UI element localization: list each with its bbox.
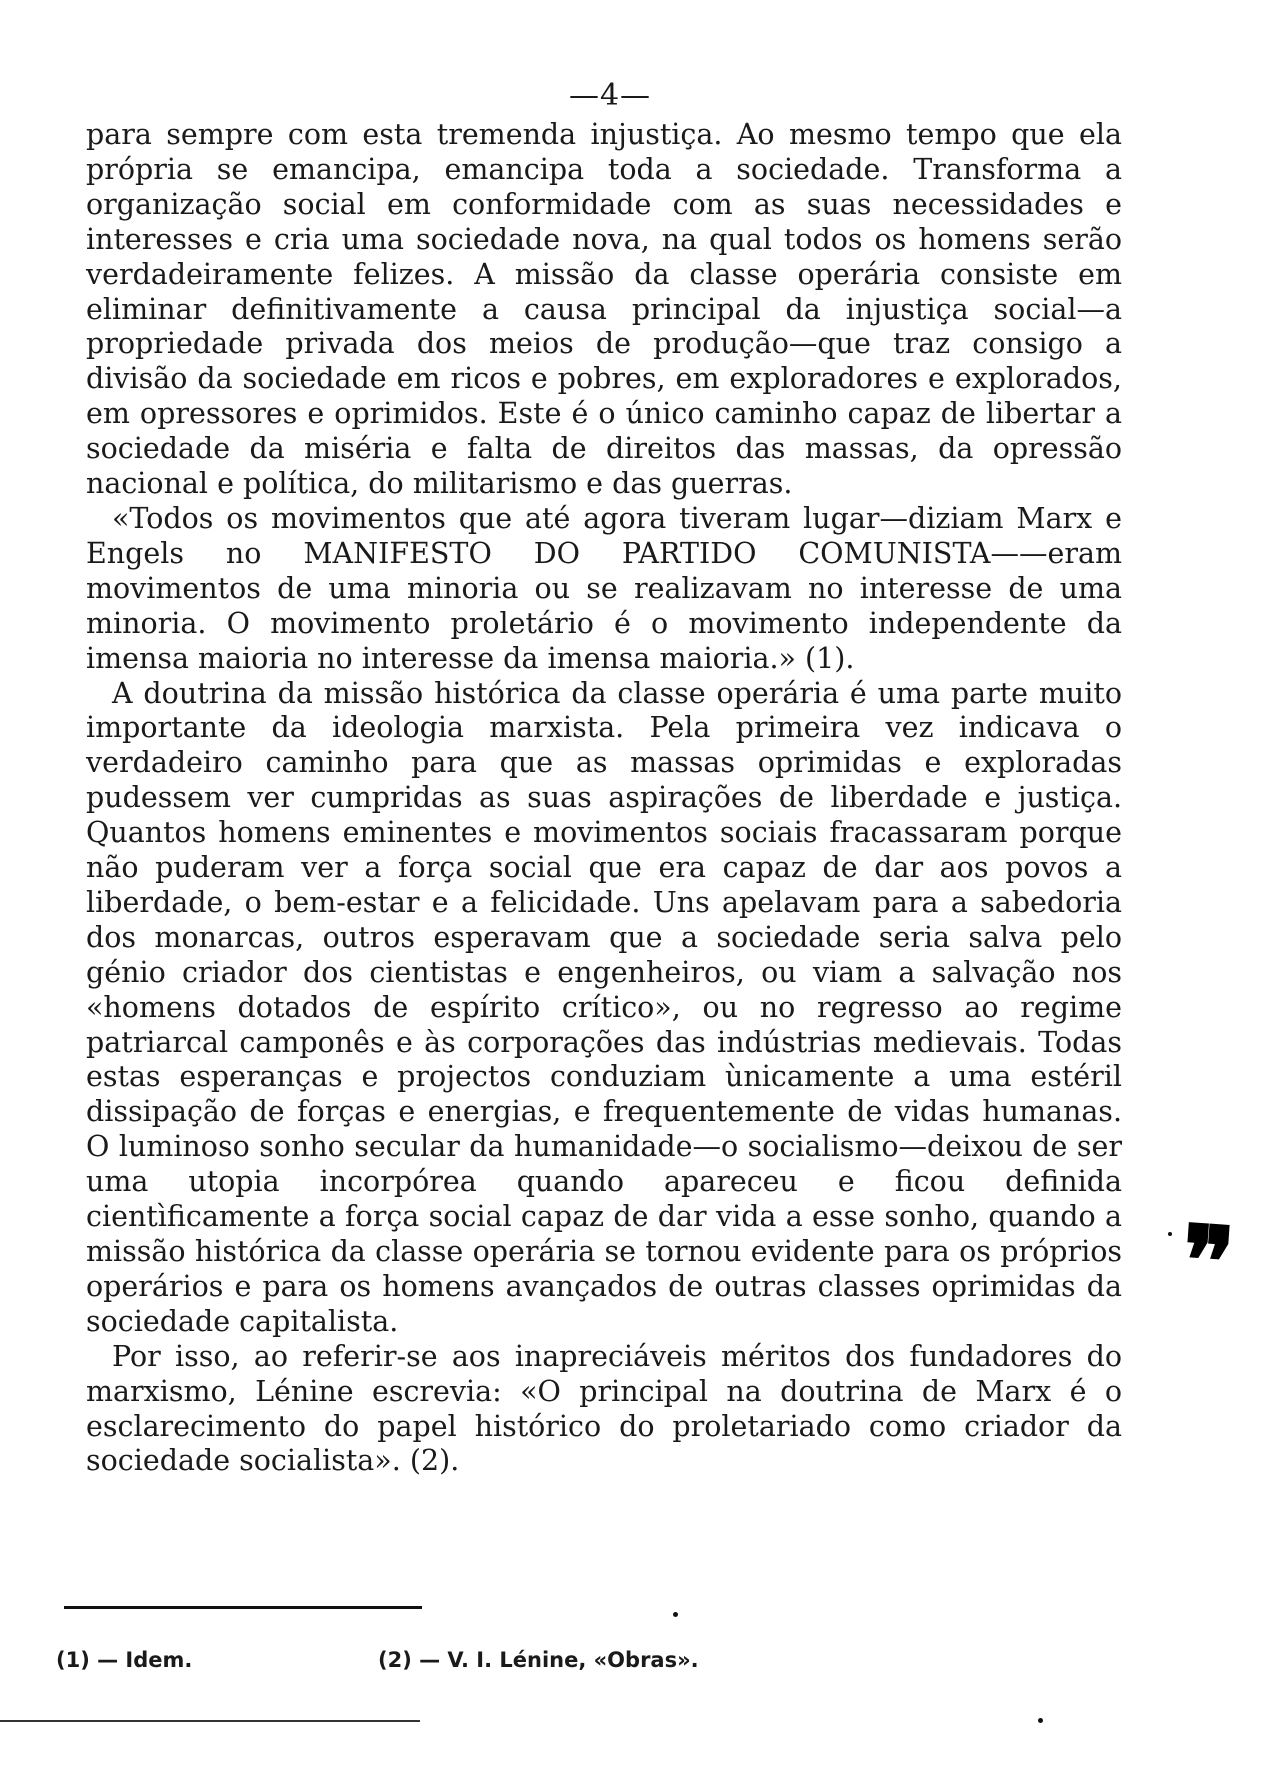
page-number: —4—	[568, 78, 652, 113]
paragraph-1: para sempre com esta tremenda injustiça. Ao mesmo tempo que ela própria se emancipa, emancipa toda a sociedade. Transforma a organização social em conformidade com as suas necessidades e interesses e cria uma sociedade nova, na qual todos os homens serão verdadeiramente felizes. A missão da classe operária consiste em eliminar definitivamente a causa principal da injustiça social—a propriedade privada dos meios de produção—que traz consigo a divisão da sociedade em ricos e pobres, em exploradores e explorados, em opressores e oprimidos. Este é o único caminho capaz de libertar a sociedade da miséria e falta de direitos das massas, da opressão nacional e política, do militarismo e das guerras.	[86, 118, 1122, 501]
scan-edge-line	[0, 1720, 420, 1722]
paragraph-4: Por isso, ao referir-se aos inapreciáveis méritos dos fundadores do marxismo, Lénine escrevia: «O principal na doutrina de Marx é o esclarecimento do papel histórico do proletariado como criador da sociedade socialista». (2).	[86, 1339, 1122, 1478]
footnote-1: (1) — Idem.	[56, 1648, 193, 1672]
ink-speck	[1038, 1718, 1043, 1723]
footnote-divider	[64, 1606, 422, 1609]
ink-speck	[1168, 1232, 1172, 1236]
footnote-2: (2) — V. I. Lénine, «Obras».	[378, 1648, 699, 1672]
body-text	[86, 118, 1122, 1479]
paragraph-3: A doutrina da missão histórica da classe operária é uma parte muito importante da ideologia marxista. Pela primeira vez indicava o verdadeiro caminho para que as massas oprimidas e exploradas pudessem ver cumpridas as suas aspirações de liberdade e justiça. Quantos homens eminentes e movimentos sociais fracassaram porque não puderam ver a força social que era capaz de dar aos povos a liberdade, o bem-estar e a felicidade. Uns apelavam para a sabedoria dos monarcas, outros esperavam que a sociedade seria salva pelo génio criador dos cientistas e engenheiros, ou viam a salvação nos «homens dotados de espírito crítico», ou no regresso ao regime patriarcal camponês e às corporações das indústrias medievais. Todas estas esperanças e projectos conduziam ùnicamente a uma estéril dissipação de forças e energias, e frequentemente de vidas humanas. O luminoso sonho secular da humanidade—o socialismo—deixou de ser uma utopia incorpórea quando apareceu e ficou definida cientìficamente a força social capaz de dar vida a esse sonho, quando a missão histórica da classe operária se tornou evidente para os próprios operários e para os homens avançados de outras classes oprimidas da sociedade capitalista.	[86, 676, 1122, 1338]
paragraph-2: «Todos os movimentos que até agora tiveram lugar—diziam Marx e Engels no MANIFESTO DO PARTIDO COMUNISTA——eram movimentos de uma minoria ou se realizavam no interesse de uma minoria. O movimento proletário é o movimento independente da imensa maioria no interesse da imensa maioria.» (1).	[86, 501, 1122, 675]
ink-blot-mark: ❞	[1178, 1203, 1238, 1320]
ink-speck	[673, 1612, 678, 1617]
